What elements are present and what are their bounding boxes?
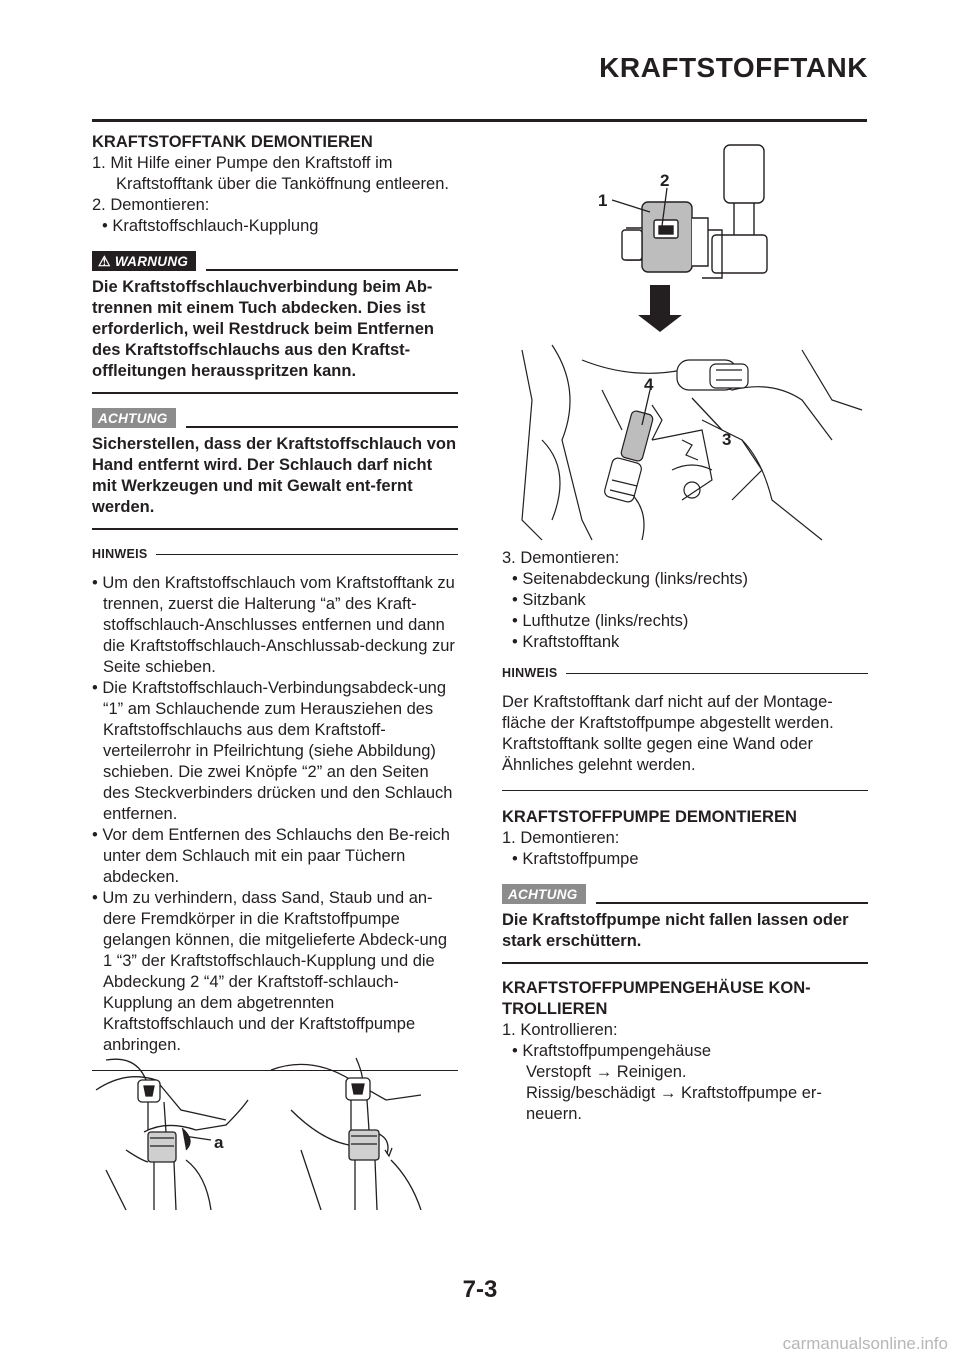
note-rule: [156, 554, 458, 555]
pump-step-1-bullet: • Kraftstoffpumpe: [512, 850, 639, 868]
note-item: • Die Kraftstoffschlauch-Verbindungsabdeck-ung “1” am Schlauchende zum Herausziehen des Kraftstoffschlauchs aus dem Kraftstoff-verteilerrohr in Pfeilrichtung (siehe Abbildung) schieben. Die zwei Knöpfe “2” an den Seiten des Steckverbinders drücken und den Schlauch entfernen.: [92, 679, 453, 823]
step-3-bullet: • Seitenabdeckung (links/rechts): [512, 570, 748, 588]
note-box: [92, 544, 458, 1071]
note-label: HINWEIS: [92, 547, 148, 561]
caution-rule: [186, 426, 458, 428]
warning-box: [92, 247, 458, 394]
right-caution-badge: ACHTUNG: [502, 884, 586, 904]
warning-rule: [206, 269, 458, 271]
right-caution-box: [502, 880, 868, 964]
caution-text: Sicherstellen, dass der Kraftstoffschlauch von Hand entfernt wird. Der Schlauch darf nicht mit Werkzeugen und mit Gewalt ent-fernt werden.: [92, 435, 457, 516]
down-arrow-head-icon: [638, 315, 682, 332]
fuel-connector-figure: [502, 140, 868, 545]
section-heading-housing-check: KRAFTSTOFFPUMPENGEHÄUSE KON-TROLLIEREN: [502, 979, 811, 1018]
step-3: 3. Demontieren:: [502, 549, 620, 567]
down-arrow-icon: [650, 285, 670, 315]
figure-label-2: 2: [660, 171, 670, 190]
right-note-box: [502, 663, 868, 791]
figure-label-4: 4: [644, 375, 654, 394]
figure-label-1: 1: [598, 191, 608, 210]
watermark: carmanualsonline.info: [782, 1334, 948, 1353]
figure-label-3: 3: [722, 430, 732, 449]
step-2: 2. Demontieren:: [92, 196, 210, 214]
housing-line-clogged: Verstopft → Reinigen.: [526, 1063, 687, 1081]
pump-step-1: 1. Demontieren:: [502, 829, 620, 847]
note-item: • Um zu verhindern, dass Sand, Staub und an-dere Fremdkörper in die Kraftstoffpumpe gelangen können, die mitgelieferte Abdeck-ung 1 “3” der Kraftstoffschlauch-Kupplung und die Abdeckung 2 “4” der Kraftstoff-schlauch-Kupplung an dem abgetrennten Kraftstoffschlauch und der Kraftstoffpumpe anbringen.: [92, 889, 447, 1054]
note-list: [92, 573, 458, 1056]
right-note-text: Der Kraftstofftank darf nicht auf der Montage-fläche der Kraftstoffpumpe abgestellt werden. Kraftstofftank sollte gegen eine Wand oder Ähnliches gelehnt werden.: [502, 693, 834, 774]
housing-step-1: 1. Kontrollieren:: [502, 1021, 618, 1039]
caution-bottom-rule: [92, 528, 458, 530]
section-heading-pump-removal: KRAFTSTOFFPUMPE DEMONTIEREN: [502, 808, 797, 826]
housing-step-1-bullet: • Kraftstoffpumpengehäuse: [512, 1042, 712, 1060]
right-caution-rule: [596, 902, 868, 904]
left-column: [92, 132, 458, 1071]
warning-badge: [92, 251, 196, 271]
housing-line-damaged: Rissig/beschädigt → Kraftstoffpumpe er-neuern.: [526, 1084, 822, 1123]
step-2-bullet: • Kraftstoffschlauch-Kupplung: [102, 217, 319, 235]
right-column: [502, 548, 868, 1125]
right-note-rule: [566, 673, 868, 674]
page-title: KRAFTSTOFFTANK: [599, 52, 868, 83]
header-rule: [92, 119, 867, 122]
right-caution-text: Die Kraftstoffpumpe nicht fallen lassen oder stark erschüttern.: [502, 911, 849, 950]
page-number: 7-3: [462, 1276, 498, 1303]
figure-label-a: a: [214, 1133, 224, 1152]
right-note-label: HINWEIS: [502, 666, 558, 680]
caution-box: [92, 404, 458, 530]
warning-label: WARNUNG: [114, 253, 189, 269]
step-3-bullet: • Sitzbank: [512, 591, 586, 609]
section-heading-tank-removal: KRAFTSTOFFTANK DEMONTIEREN: [92, 133, 373, 151]
step-3-bullet: • Kraftstofftank: [512, 633, 620, 651]
caution-badge: ACHTUNG: [92, 408, 176, 428]
note-item: • Vor dem Entfernen des Schlauchs den Be-reich unter dem Schlauch mit ein paar Tüchern abdecken.: [92, 826, 450, 886]
step-3-bullet: • Lufthutze (links/rechts): [512, 612, 689, 630]
right-caution-bottom-rule: [502, 962, 868, 964]
step-1: 1. Mit Hilfe einer Pumpe den Kraftstoff im Kraftstofftank über die Tanköffnung entleeren.: [92, 154, 449, 193]
right-note-bottom-rule: [502, 790, 868, 791]
warning-triangle-icon: ⚠: [98, 252, 111, 269]
hose-disconnect-figure: [86, 1050, 462, 1210]
warning-text: Die Kraftstoffschlauchverbindung beim Ab-trennen mit einem Tuch abdecken. Dies ist erforderlich, weil Restdruck beim Entfernen des Kraftstoffschlauchs aus den Kraftst-offleitungen herausspritzen kann.: [92, 278, 435, 380]
note-item: • Um den Kraftstoffschlauch vom Kraftstofftank zu trennen, zuerst die Halterung “a” des Kraft-stoffschlauch-Anschlusses entfernen und dann die Kraftstoffschlauch-Anschlussab-deckung zur Seite schieben.: [92, 574, 455, 676]
warning-bottom-rule: [92, 392, 458, 394]
